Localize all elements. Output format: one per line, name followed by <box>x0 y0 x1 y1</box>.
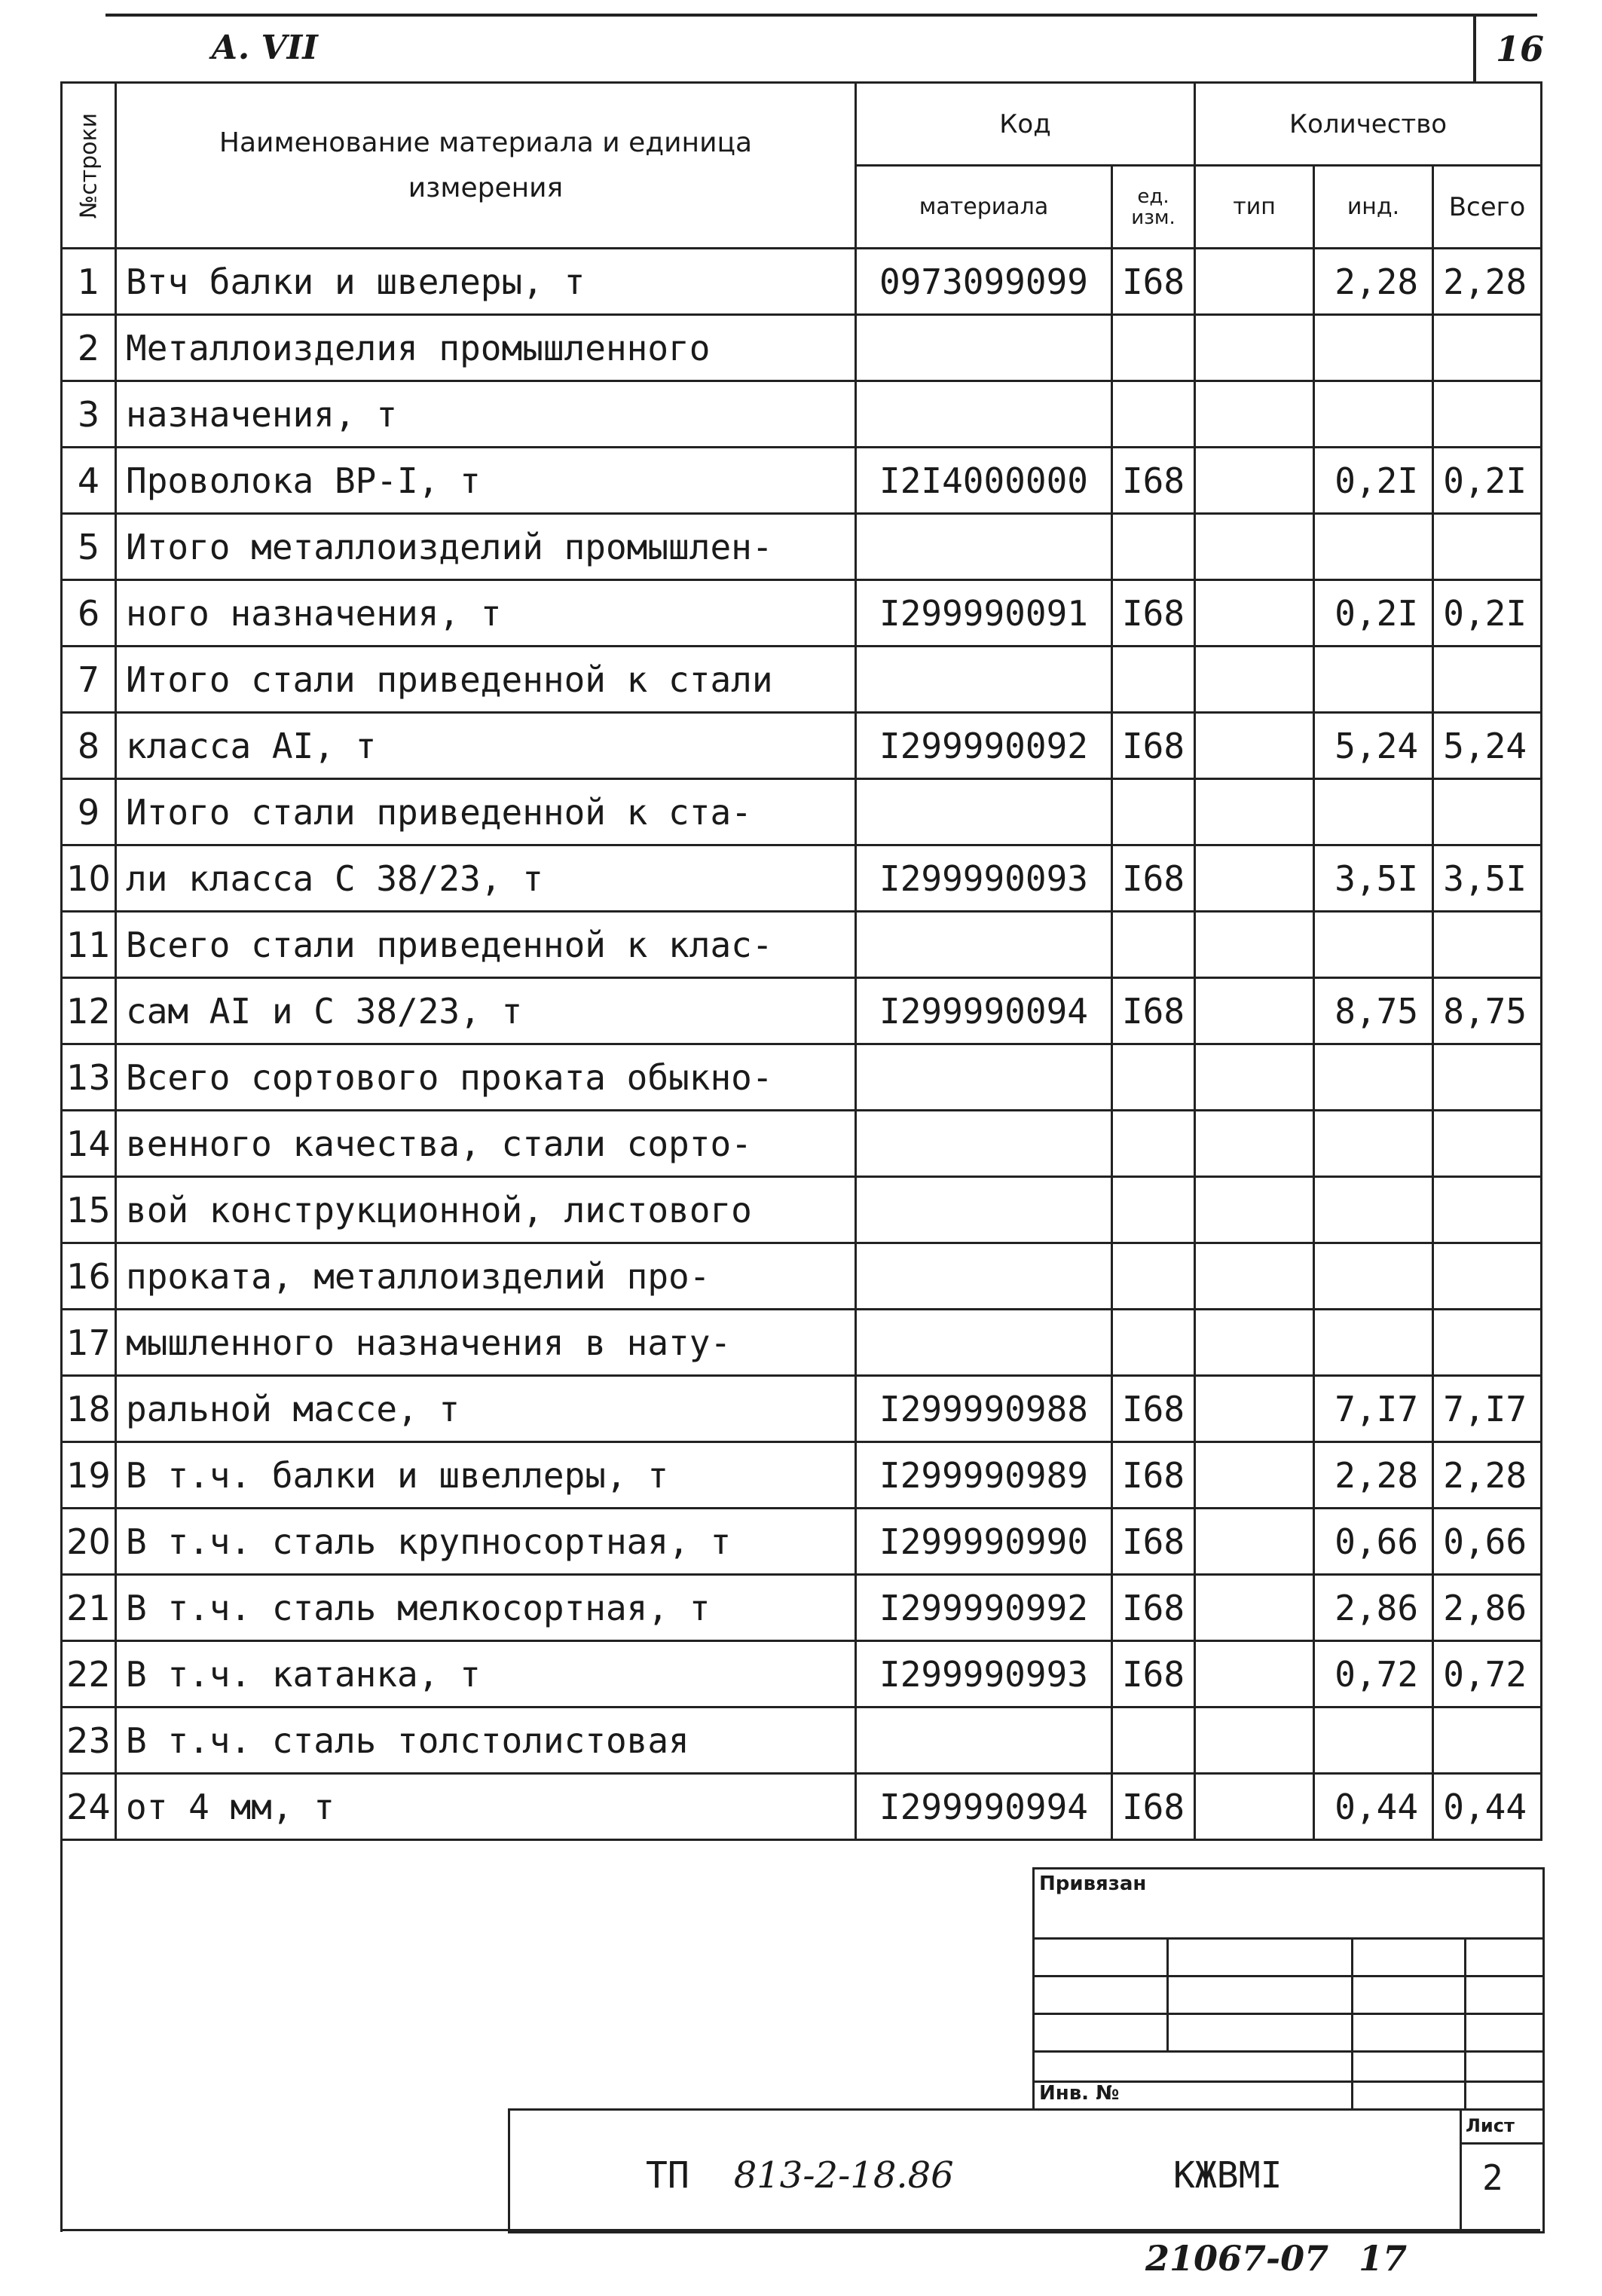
qty-type <box>1195 1707 1314 1774</box>
material-name: венного качества, стали сорто- <box>116 1111 856 1177</box>
qty-ind: 7,I7 <box>1314 1376 1433 1442</box>
material-name: В т.ч. катанка, т <box>116 1641 856 1707</box>
row-number: 3 <box>62 381 116 448</box>
unit-code <box>1112 779 1195 845</box>
material-name: В т.ч. сталь крупносортная, т <box>116 1509 856 1575</box>
row-number: 21 <box>62 1575 116 1641</box>
unit-code <box>1112 315 1195 381</box>
column-header-code-material: материала <box>856 166 1112 249</box>
row-number: 2 <box>62 315 116 381</box>
qty-type <box>1195 713 1314 779</box>
unit-code <box>1112 912 1195 978</box>
qty-total: 0,2I <box>1433 448 1542 514</box>
qty-type <box>1195 1111 1314 1177</box>
qty-total <box>1433 1111 1542 1177</box>
bottom-border <box>60 2229 1540 2231</box>
qty-total <box>1433 1310 1542 1376</box>
material-name: В т.ч. балки и швеллеры, т <box>116 1442 856 1509</box>
material-code <box>856 514 1112 580</box>
qty-total: 2,28 <box>1433 249 1542 315</box>
title-doc-code: КЖВМI <box>1173 2154 1283 2197</box>
qty-type <box>1195 1310 1314 1376</box>
material-code: I299990990 <box>856 1509 1112 1575</box>
material-name: ного назначения, т <box>116 580 856 647</box>
qty-type <box>1195 912 1314 978</box>
material-code: I2I4000000 <box>856 448 1112 514</box>
material-name: Всего сортового проката обыкно- <box>116 1044 856 1111</box>
top-border <box>105 14 1537 17</box>
qty-ind: 0,2I <box>1314 580 1433 647</box>
unit-code: I68 <box>1112 1641 1195 1707</box>
qty-type <box>1195 580 1314 647</box>
material-code <box>856 779 1112 845</box>
material-code: I299990994 <box>856 1774 1112 1840</box>
material-name: Итого металлоизделий промышлен- <box>116 514 856 580</box>
row-number: 8 <box>62 713 116 779</box>
sheet-number: 16 <box>1496 29 1545 69</box>
column-header-qty-type: тип <box>1195 166 1314 249</box>
material-code <box>856 1707 1112 1774</box>
qty-total: 7,I7 <box>1433 1376 1542 1442</box>
row-number: 9 <box>62 779 116 845</box>
qty-ind <box>1314 912 1433 978</box>
material-name: проката, металлоизделий про- <box>116 1243 856 1310</box>
material-code: 0973099099 <box>856 249 1112 315</box>
qty-type <box>1195 1376 1314 1442</box>
table-row <box>62 1177 1542 1243</box>
qty-ind: 2,28 <box>1314 249 1433 315</box>
unit-code: I68 <box>1112 1774 1195 1840</box>
unit-code <box>1112 1044 1195 1111</box>
qty-type <box>1195 978 1314 1044</box>
qty-type <box>1195 1575 1314 1641</box>
qty-total: 0,72 <box>1433 1641 1542 1707</box>
table-row <box>62 1707 1542 1774</box>
table-row <box>62 1310 1542 1376</box>
table-row <box>62 779 1542 845</box>
unit-code: I68 <box>1112 448 1195 514</box>
material-name: от 4 мм, т <box>116 1774 856 1840</box>
material-code: I299990989 <box>856 1442 1112 1509</box>
material-code <box>856 1111 1112 1177</box>
title-sheet-label: Лист <box>1466 2115 1515 2136</box>
qty-type <box>1195 779 1314 845</box>
qty-ind: 0,44 <box>1314 1774 1433 1840</box>
unit-code <box>1112 1177 1195 1243</box>
qty-type <box>1195 514 1314 580</box>
material-name: В т.ч. сталь мелкосортная, т <box>116 1575 856 1641</box>
unit-code <box>1112 647 1195 713</box>
table-row <box>62 580 1542 647</box>
material-name: ральной массе, т <box>116 1376 856 1442</box>
row-number: 23 <box>62 1707 116 1774</box>
qty-total: 2,28 <box>1433 1442 1542 1509</box>
material-name: класса AI, т <box>116 713 856 779</box>
qty-ind <box>1314 315 1433 381</box>
qty-total <box>1433 315 1542 381</box>
material-code: I299990093 <box>856 845 1112 912</box>
unit-code <box>1112 381 1195 448</box>
row-number: 11 <box>62 912 116 978</box>
qty-type <box>1195 647 1314 713</box>
qty-ind <box>1314 1310 1433 1376</box>
qty-ind: 8,75 <box>1314 978 1433 1044</box>
qty-total <box>1433 1707 1542 1774</box>
material-code <box>856 1044 1112 1111</box>
qty-total: 0,44 <box>1433 1774 1542 1840</box>
material-name: Втч балки и швелеры, т <box>116 249 856 315</box>
qty-ind <box>1314 1707 1433 1774</box>
table-row <box>62 448 1542 514</box>
column-header-qty-ind: инд. <box>1314 166 1433 249</box>
qty-total <box>1433 912 1542 978</box>
qty-total <box>1433 1044 1542 1111</box>
title-sheet-divider <box>1460 2111 1462 2231</box>
sheet-label: А. VII <box>211 29 318 67</box>
unit-code: I68 <box>1112 713 1195 779</box>
qty-total: 3,5I <box>1433 845 1542 912</box>
table-row <box>62 249 1542 315</box>
unit-code: I68 <box>1112 1376 1195 1442</box>
column-header-name: Наименование материала и единица измерения <box>116 83 856 249</box>
material-name: сам AI и С 38/23, т <box>116 978 856 1044</box>
qty-ind <box>1314 381 1433 448</box>
title-project-number: 813-2-18.86 <box>733 2154 954 2197</box>
column-header-quantity: Количество <box>1195 83 1542 166</box>
footer-order-number: 21067-07 <box>1145 2238 1329 2279</box>
materials-table <box>60 81 1542 1841</box>
material-name: Итого стали приведенной к ста- <box>116 779 856 845</box>
qty-type <box>1195 1442 1314 1509</box>
row-number: 4 <box>62 448 116 514</box>
title-block <box>508 2108 1545 2233</box>
stamp-attached-label: Привязан <box>1039 1873 1147 1895</box>
unit-code: I68 <box>1112 249 1195 315</box>
material-code <box>856 315 1112 381</box>
row-number: 6 <box>62 580 116 647</box>
table-row <box>62 1774 1542 1840</box>
qty-ind: 3,5I <box>1314 845 1433 912</box>
unit-code: I68 <box>1112 1509 1195 1575</box>
qty-ind: 0,66 <box>1314 1509 1433 1575</box>
material-code: I299990094 <box>856 978 1112 1044</box>
row-number: 14 <box>62 1111 116 1177</box>
table-row <box>62 315 1542 381</box>
unit-code: I68 <box>1112 1575 1195 1641</box>
qty-type <box>1195 1774 1314 1840</box>
qty-ind <box>1314 1044 1433 1111</box>
attachment-stamp <box>1032 1867 1545 2111</box>
material-name: Металлоизделия промышленного <box>116 315 856 381</box>
qty-ind <box>1314 779 1433 845</box>
row-number: 1 <box>62 249 116 315</box>
column-header-code-unit: ед. изм. <box>1112 166 1195 249</box>
qty-total: 0,66 <box>1433 1509 1542 1575</box>
unit-code <box>1112 514 1195 580</box>
table-row <box>62 1641 1542 1707</box>
qty-type <box>1195 1177 1314 1243</box>
top-right-divider <box>1473 14 1476 83</box>
material-code: I299990988 <box>856 1376 1112 1442</box>
material-code: I299990992 <box>856 1575 1112 1641</box>
unit-code: I68 <box>1112 978 1195 1044</box>
qty-type <box>1195 315 1314 381</box>
qty-type <box>1195 448 1314 514</box>
material-code <box>856 381 1112 448</box>
table-row <box>62 1509 1542 1575</box>
footer-page-number: 17 <box>1359 2238 1408 2279</box>
qty-total <box>1433 514 1542 580</box>
stamp-inventory-label: Инв. № <box>1039 2082 1120 2105</box>
qty-ind: 2,28 <box>1314 1442 1433 1509</box>
qty-total: 5,24 <box>1433 713 1542 779</box>
qty-ind: 0,2I <box>1314 448 1433 514</box>
material-name: Итого стали приведенной к стали <box>116 647 856 713</box>
row-number: 13 <box>62 1044 116 1111</box>
row-number: 15 <box>62 1177 116 1243</box>
material-code: I299990993 <box>856 1641 1112 1707</box>
material-name: мышленного назначения в нату- <box>116 1310 856 1376</box>
qty-total: 8,75 <box>1433 978 1542 1044</box>
qty-type <box>1195 845 1314 912</box>
table-row <box>62 912 1542 978</box>
table-row <box>62 713 1542 779</box>
qty-ind <box>1314 1111 1433 1177</box>
qty-total <box>1433 1243 1542 1310</box>
title-project-code <box>646 2154 954 2197</box>
table-row <box>62 845 1542 912</box>
material-code <box>856 1243 1112 1310</box>
unit-code <box>1112 1243 1195 1310</box>
unit-code: I68 <box>1112 580 1195 647</box>
unit-code <box>1112 1707 1195 1774</box>
table-row <box>62 647 1542 713</box>
material-code <box>856 647 1112 713</box>
row-number: 5 <box>62 514 116 580</box>
material-code <box>856 1177 1112 1243</box>
material-name: Всего стали приведенной к клас- <box>116 912 856 978</box>
stamp-vline <box>1351 1937 1353 2111</box>
qty-ind: 5,24 <box>1314 713 1433 779</box>
unit-code <box>1112 1111 1195 1177</box>
row-number: 18 <box>62 1376 116 1442</box>
qty-ind <box>1314 1177 1433 1243</box>
qty-total: 2,86 <box>1433 1575 1542 1641</box>
row-number: 7 <box>62 647 116 713</box>
column-header-qty-total: Всего <box>1433 166 1542 249</box>
unit-code: I68 <box>1112 1442 1195 1509</box>
qty-type <box>1195 1044 1314 1111</box>
table-row <box>62 1111 1542 1177</box>
table-row <box>62 978 1542 1044</box>
qty-type <box>1195 1509 1314 1575</box>
material-name: назначения, т <box>116 381 856 448</box>
table-row <box>62 381 1542 448</box>
material-name: вой конструкционной, листового <box>116 1177 856 1243</box>
material-code: I299990091 <box>856 580 1112 647</box>
material-name: В т.ч. сталь толстолистовая <box>116 1707 856 1774</box>
table-row <box>62 1376 1542 1442</box>
table-row <box>62 1243 1542 1310</box>
left-border-lower <box>60 1750 63 2232</box>
table-row <box>62 1575 1542 1641</box>
material-name: Проволока ВР-I, т <box>116 448 856 514</box>
qty-type <box>1195 249 1314 315</box>
qty-total <box>1433 779 1542 845</box>
stamp-vline <box>1166 1937 1169 2050</box>
column-header-row-no: №строки <box>62 83 116 249</box>
qty-type <box>1195 381 1314 448</box>
row-number: 24 <box>62 1774 116 1840</box>
qty-total <box>1433 381 1542 448</box>
row-number: 22 <box>62 1641 116 1707</box>
table-row <box>62 1442 1542 1509</box>
qty-total <box>1433 1177 1542 1243</box>
title-prefix: ТП <box>646 2154 689 2197</box>
title-sheet-number: 2 <box>1482 2157 1503 2198</box>
material-code <box>856 912 1112 978</box>
qty-type <box>1195 1243 1314 1310</box>
qty-ind <box>1314 647 1433 713</box>
row-number: 16 <box>62 1243 116 1310</box>
row-number: 17 <box>62 1310 116 1376</box>
qty-type <box>1195 1641 1314 1707</box>
table-row <box>62 1044 1542 1111</box>
qty-total: 0,2I <box>1433 580 1542 647</box>
table-row <box>62 514 1542 580</box>
material-code: I299990092 <box>856 713 1112 779</box>
unit-code: I68 <box>1112 845 1195 912</box>
qty-ind: 0,72 <box>1314 1641 1433 1707</box>
row-number: 20 <box>62 1509 116 1575</box>
material-code <box>856 1310 1112 1376</box>
material-name: ли класса С 38/23, т <box>116 845 856 912</box>
column-header-code: Код <box>856 83 1195 166</box>
row-number: 19 <box>62 1442 116 1509</box>
row-number: 12 <box>62 978 116 1044</box>
footer-stamp <box>1145 2238 1407 2279</box>
qty-ind <box>1314 514 1433 580</box>
unit-code <box>1112 1310 1195 1376</box>
stamp-vline <box>1464 1937 1466 2111</box>
title-sheet-line <box>1460 2142 1542 2145</box>
qty-ind <box>1314 1243 1433 1310</box>
qty-ind: 2,86 <box>1314 1575 1433 1641</box>
qty-total <box>1433 647 1542 713</box>
row-number: 10 <box>62 845 116 912</box>
